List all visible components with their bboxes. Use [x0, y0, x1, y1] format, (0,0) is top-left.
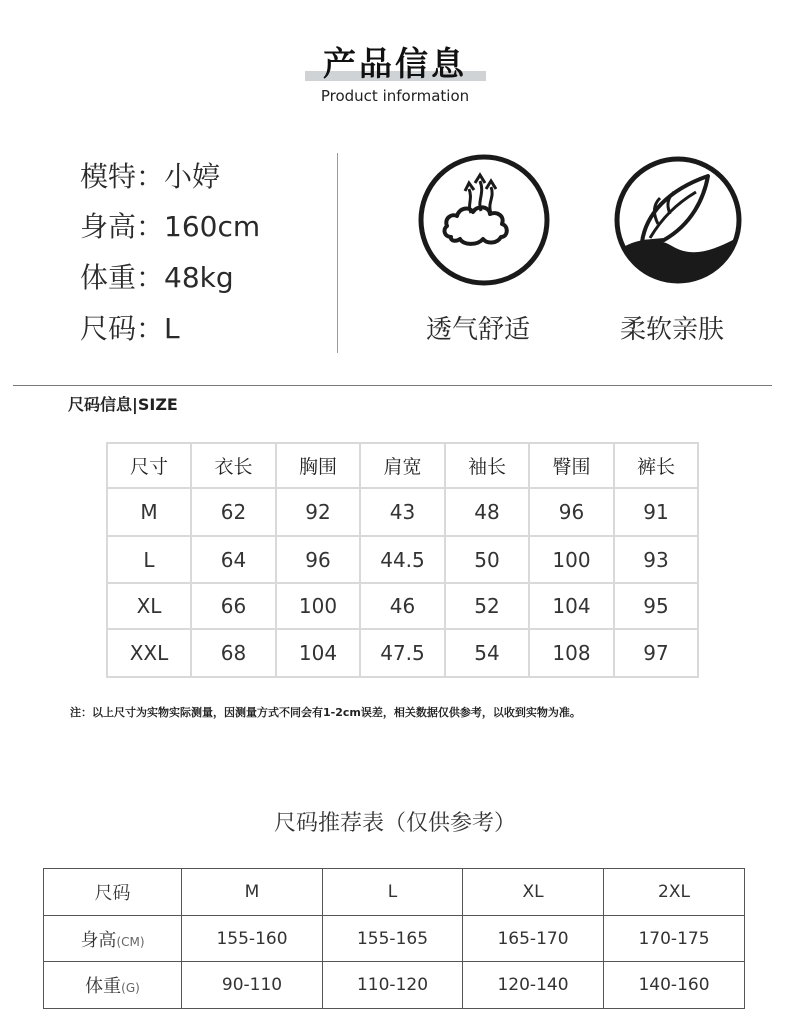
table-cell: 110-120 — [323, 962, 463, 1009]
recommend-weight-row — [44, 962, 745, 1009]
weight-label: 体重 — [85, 976, 122, 997]
height-row-label — [44, 916, 182, 962]
model-size: 尺码：L — [80, 312, 180, 345]
table-cell: 46 — [360, 583, 445, 629]
table-cell: 93 — [614, 536, 698, 583]
recommend-height-row — [44, 916, 745, 962]
recommend-header-row — [44, 869, 745, 916]
table-cell: 120-140 — [463, 962, 604, 1009]
measurement-note: 注：以上尺寸为实物实际测量，因测量方式不同会有1-2cm误差，相关数据仅供参考，以收到实物为准。 — [70, 706, 581, 719]
table-cell: 100 — [276, 583, 360, 629]
table-cell: 108 — [529, 629, 614, 677]
header-cell: 尺寸 — [107, 443, 191, 488]
height-label: 身高 — [80, 929, 117, 951]
table-cell: 96 — [276, 536, 360, 583]
table-row — [107, 488, 698, 536]
table-cell: 97 — [614, 629, 698, 677]
header-cell: 胸围 — [276, 443, 360, 488]
header-cell: 衣长 — [191, 443, 276, 488]
table-cell: XXL — [107, 629, 191, 677]
table-cell: 52 — [445, 583, 529, 629]
height-unit: (CM) — [116, 934, 145, 949]
table-cell: 91 — [614, 488, 698, 536]
table-cell: XL — [107, 583, 191, 629]
section-divider — [13, 385, 772, 386]
soft-feather-icon — [612, 154, 744, 286]
table-cell: L — [107, 536, 191, 583]
model-height: 身高：160cm — [80, 210, 261, 243]
breathable-cloud-icon — [417, 153, 551, 287]
table-cell: 66 — [191, 583, 276, 629]
header-cell: XL — [463, 869, 604, 916]
table-cell: 92 — [276, 488, 360, 536]
model-name: 模特：小婷 — [80, 160, 221, 193]
header-cell: 肩宽 — [360, 443, 445, 488]
table-cell: 50 — [445, 536, 529, 583]
feature-label-soft: 柔软亲肤 — [619, 315, 724, 345]
weight-row-label — [44, 962, 182, 1009]
table-cell: 155-165 — [323, 916, 463, 962]
header-cell: L — [323, 869, 463, 916]
table-cell: M — [107, 488, 191, 536]
size-table-header — [107, 443, 698, 488]
weight-unit: (G) — [121, 981, 140, 995]
feature-label-breathable: 透气舒适 — [425, 315, 530, 345]
table-cell: 170-175 — [604, 916, 745, 962]
table-cell: 140-160 — [604, 962, 745, 1009]
table-cell: 104 — [276, 629, 360, 677]
table-cell: 44.5 — [360, 536, 445, 583]
header-cell: 2XL — [604, 869, 745, 916]
size-section-heading: 尺码信息|SIZE — [68, 395, 178, 414]
table-cell: 47.5 — [360, 629, 445, 677]
table-cell: 155-160 — [182, 916, 323, 962]
table-cell: 48 — [445, 488, 529, 536]
header-cell: 臀围 — [529, 443, 614, 488]
table-cell: 104 — [529, 583, 614, 629]
table-cell: 165-170 — [463, 916, 604, 962]
table-cell: 90-110 — [182, 962, 323, 1009]
vertical-divider — [337, 153, 338, 353]
header-cell: 袖长 — [445, 443, 529, 488]
recommend-title: 尺码推荐表（仅供参考） — [273, 811, 516, 836]
header-cell: M — [182, 869, 323, 916]
table-cell: 62 — [191, 488, 276, 536]
table-row — [107, 629, 698, 677]
table-cell: 64 — [191, 536, 276, 583]
model-weight: 体重：48kg — [80, 261, 234, 294]
recommend-table — [43, 868, 745, 1009]
page-title: 产品信息 — [323, 44, 467, 83]
table-row — [107, 536, 698, 583]
table-cell: 68 — [191, 629, 276, 677]
table-cell: 100 — [529, 536, 614, 583]
table-cell: 54 — [445, 629, 529, 677]
size-table — [106, 442, 699, 678]
header-cell: 尺码 — [44, 869, 182, 916]
page-subtitle: Product information — [320, 87, 470, 105]
table-cell: 95 — [614, 583, 698, 629]
header-cell: 裤长 — [614, 443, 698, 488]
table-cell: 96 — [529, 488, 614, 536]
table-row — [107, 583, 698, 629]
table-cell: 43 — [360, 488, 445, 536]
